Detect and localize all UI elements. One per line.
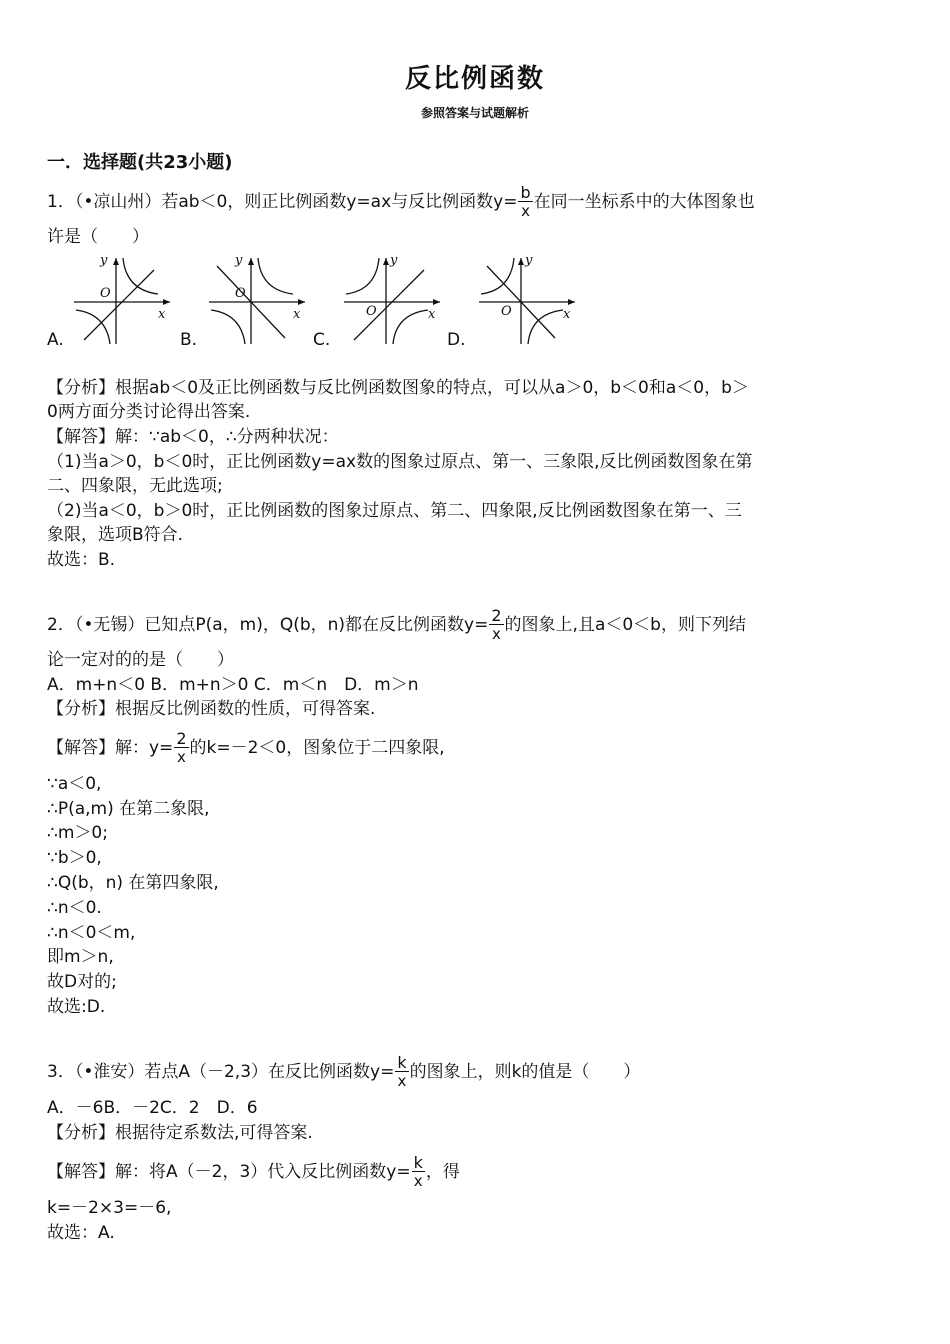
q3-answer-frac-den: x (413, 1172, 423, 1190)
q2-step: 即m＞n, (47, 947, 114, 967)
q2-answer-frac-den: x (176, 748, 186, 766)
q2-step: ∴Q(b，n) 在第四象限, (47, 873, 219, 893)
q2-answer-a: 【解答】解：y= (47, 738, 174, 758)
q3-choose: 故选：A. (47, 1223, 115, 1243)
q1-graph-a (70, 252, 174, 348)
origin-label: O (501, 304, 512, 319)
q1-stem-b: 在同一坐标系中的大体图象也 (533, 192, 755, 212)
q2-step: ∴n＜0. (47, 898, 102, 918)
section-heading: 一．选择题(共23小题) (47, 152, 233, 173)
q1-graph-d (475, 252, 579, 348)
x-label: x (293, 307, 301, 322)
q2-step: 故选:D. (47, 997, 106, 1017)
q1-stem-c: 许是（ ） (47, 227, 149, 247)
q2-step: 故D对的; (47, 972, 117, 992)
q3-stem-a: 3．（•淮安）若点A（－2,3）在反比例函数y= (47, 1062, 395, 1082)
q1-option-a: A. (47, 330, 64, 350)
q3-answer (47, 1155, 460, 1189)
q2-options: A．m+n＜0 B．m+n＞0 C．m＜n D．m＞n (47, 675, 419, 695)
y-label: y (390, 253, 398, 268)
q3-stem-b: 的图象上，则k的值是（ ） (409, 1062, 641, 1082)
q2-answer-fraction (174, 731, 188, 765)
q2-step: ∴m＞0; (47, 823, 108, 843)
page-subtitle: 参照答案与试题解析 (420, 106, 529, 120)
page-title: 反比例函数 (404, 64, 545, 94)
q3-frac-den: x (397, 1072, 407, 1090)
q3-options: A．－6B．－2C．2 D．6 (47, 1098, 258, 1118)
q1-option-b: B. (180, 330, 198, 350)
q1-frac-den: x (521, 202, 530, 220)
q2-stem-a: 2．（•无锡）已知点P(a，m)，Q(b，n)都在反比例函数y= (47, 615, 489, 635)
x-label: x (563, 307, 571, 322)
q1-choose: 故选：B. (47, 550, 116, 570)
q1-graph-c (340, 252, 444, 348)
q3-answer-frac-num: k (413, 1153, 423, 1172)
y-label: y (100, 253, 108, 268)
q1-answer-1: 【解答】解：∵ab＜0，∴分两种状况： (47, 427, 339, 447)
q3-stem (47, 1055, 640, 1089)
y-label: y (525, 253, 533, 268)
y-label: y (235, 253, 243, 268)
q3-calc: k=－2×3=－6, (47, 1198, 172, 1218)
q1-analysis-2: 0两方面分类讨论得出答案. (47, 402, 251, 422)
q2-answer-frac-num: 2 (176, 729, 187, 748)
q1-answer-2: （1)当a＞0，b＜0时，正比例函数y=ax数的图象过原点、第一、三象限,反比例函数图象在第 (47, 452, 753, 472)
q2-stem-b: 的图象上,且a＜0＜b，则下列结 (504, 615, 746, 635)
q1-stem (47, 185, 755, 219)
origin-label: O (235, 286, 246, 301)
q3-answer-b: ，得 (425, 1162, 460, 1182)
q2-analysis: 【分析】根据反比例函数的性质，可得答案. (47, 699, 376, 719)
q1-answer-3: 二、四象限，无此选项; (47, 476, 223, 496)
x-label: x (158, 307, 166, 322)
q3-answer-a: 【解答】解：将A（－2，3）代入反比例函数y= (47, 1162, 411, 1182)
q2-fraction (489, 608, 503, 642)
q1-analysis-1: 【分析】根据ab＜0及正比例函数与反比例函数图象的特点，可以从a＞0，b＜0和a＜0，b＞ (47, 378, 749, 398)
origin-label: O (100, 286, 111, 301)
q2-frac-den: x (492, 625, 501, 643)
q1-fraction (518, 185, 532, 219)
q1-frac-num: b (520, 183, 531, 202)
q1-option-d: D. (447, 330, 466, 350)
origin-label: O (366, 304, 377, 319)
q1-option-c: C. (313, 330, 331, 350)
q2-step: ∵a＜0, (47, 774, 102, 794)
q2-answer-b: 的k=－2＜0，图象位于二四象限, (189, 738, 445, 758)
q3-answer-fraction (412, 1155, 425, 1189)
q2-step: ∴P(a,m) 在第二象限, (47, 799, 210, 819)
q3-frac-num: k (397, 1053, 407, 1072)
q2-stem-c: 论一定对的的是（ ） (47, 650, 234, 670)
q1-stem-a: 1．（•凉山州）若ab＜0，则正比例函数y=ax与反比例函数y= (47, 192, 518, 212)
q2-frac-num: 2 (491, 606, 502, 625)
q3-fraction (395, 1055, 408, 1089)
q2-stem (47, 608, 746, 642)
q2-step: ∵b＞0, (47, 848, 102, 868)
q1-answer-4: （2)当a＜0，b＞0时，正比例函数的图象过原点、第二、四象限,反比例函数图象在第一、三 (47, 501, 742, 521)
q1-answer-5: 象限，选项B符合. (47, 525, 184, 545)
q3-analysis: 【分析】根据待定系数法,可得答案. (47, 1123, 313, 1143)
q1-graph-b (205, 252, 309, 348)
q2-answer (47, 731, 445, 765)
x-label: x (428, 307, 436, 322)
q2-step: ∴n＜0＜m, (47, 923, 136, 943)
